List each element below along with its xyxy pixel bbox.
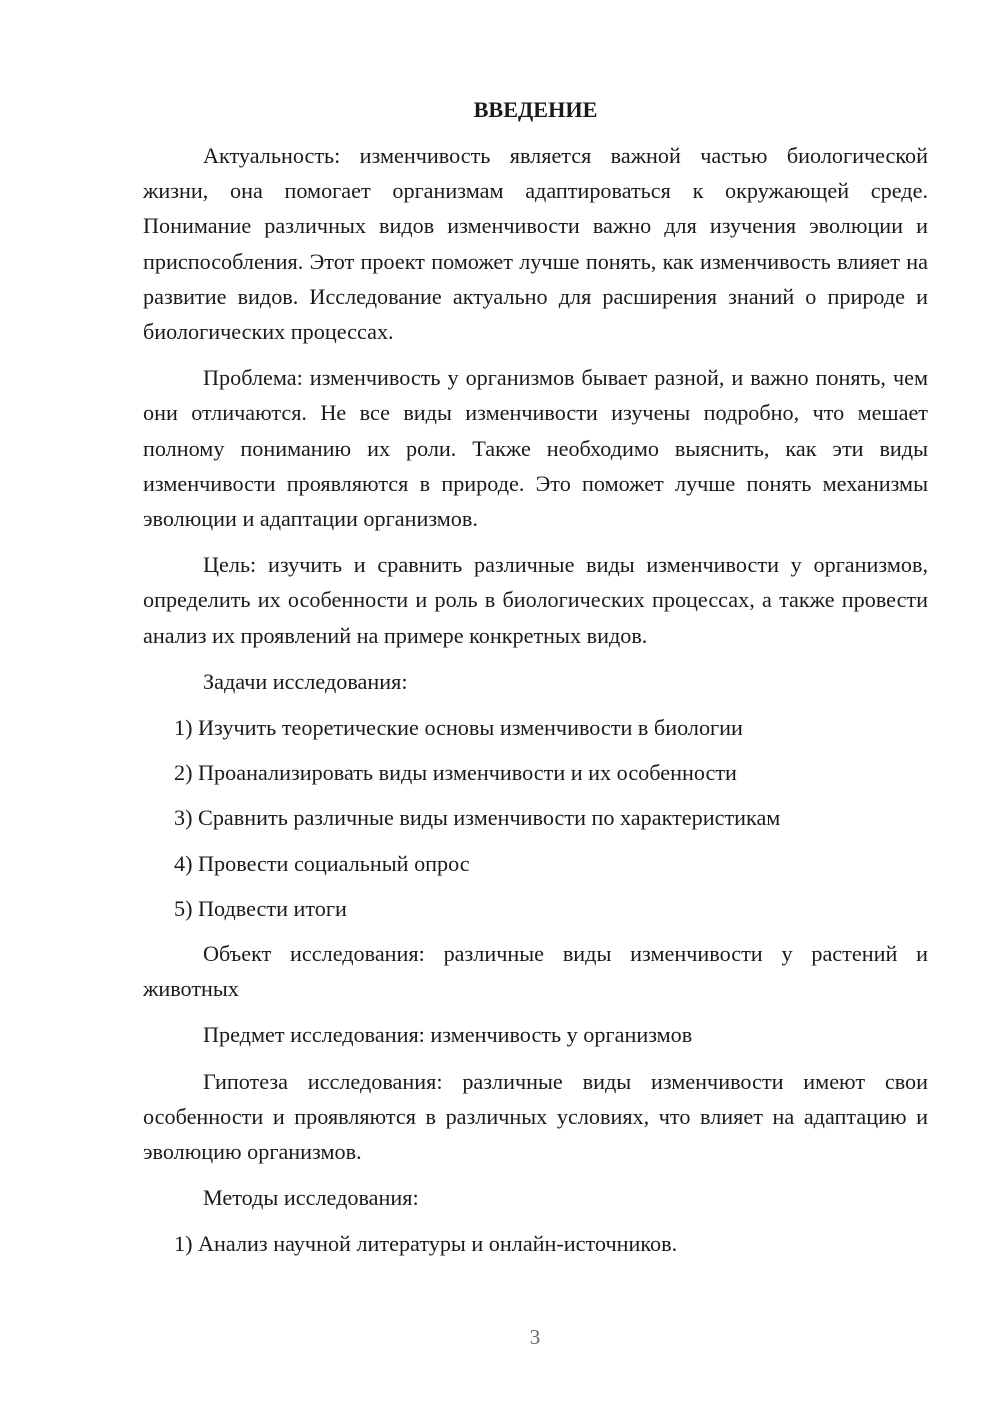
methods-list	[143, 1226, 928, 1261]
method-item: 1) Анализ научной литературы и онлайн-источников.	[174, 1231, 678, 1257]
task-item: 2) Проанализировать виды изменчивости и их особенности	[174, 760, 737, 786]
relevance-paragraph: Актуальность: изменчивость является важной частью биологической жизни, она помогает организмам адаптироваться к окружающей среде. Понимание различных видов изменчивости важно для изучения эволюции и приспособления. Этот проект поможет лучше понять, как изменчивость влияет на развитие видов. Исследование актуально для расширения знаний о природе и биологических процессах.	[143, 143, 928, 345]
task-item: 5) Подвести итоги	[174, 895, 347, 921]
page-number: 3	[529, 1325, 541, 1349]
section-title: ВВЕДЕНИЕ	[473, 97, 598, 122]
subject-paragraph: Предмет исследования: изменчивость у организмов	[203, 1022, 693, 1048]
methods-heading: Методы исследования:	[203, 1185, 419, 1211]
problem-paragraph: Проблема: изменчивость у организмов бывает разной, и важно понять, чем они отличаются. Не все виды изменчивости изучены подробно, что мешает полному пониманию их роли. Также необходимо выяснить, как эти виды изменчивости проявляются в природе. Это поможет лучше понять механизмы эволюции и адаптации организмов.	[143, 365, 928, 532]
tasks-list	[143, 710, 928, 926]
object-paragraph: Объект исследования: различные виды изменчивости у растений и животных	[143, 941, 928, 1002]
document-page	[143, 92, 928, 1272]
hypothesis-paragraph: Гипотеза исследования: различные виды изменчивости имеют свои особенности и проявляются в различных условиях, что влияет на адаптацию и эволюцию организмов.	[143, 1068, 928, 1165]
goal-paragraph: Цель: изучить и сравнить различные виды изменчивости у организмов, определить их особенности и роль в биологических процессах, а также провести анализ их проявлений на примере конкретных видов.	[143, 552, 928, 648]
tasks-heading: Задачи исследования:	[203, 668, 408, 694]
task-item: 3) Сравнить различные виды изменчивости по характеристикам	[174, 805, 781, 831]
task-item: 4) Провести социальный опрос	[174, 850, 470, 876]
task-item: 1) Изучить теоретические основы изменчивости в биологии	[174, 715, 743, 741]
